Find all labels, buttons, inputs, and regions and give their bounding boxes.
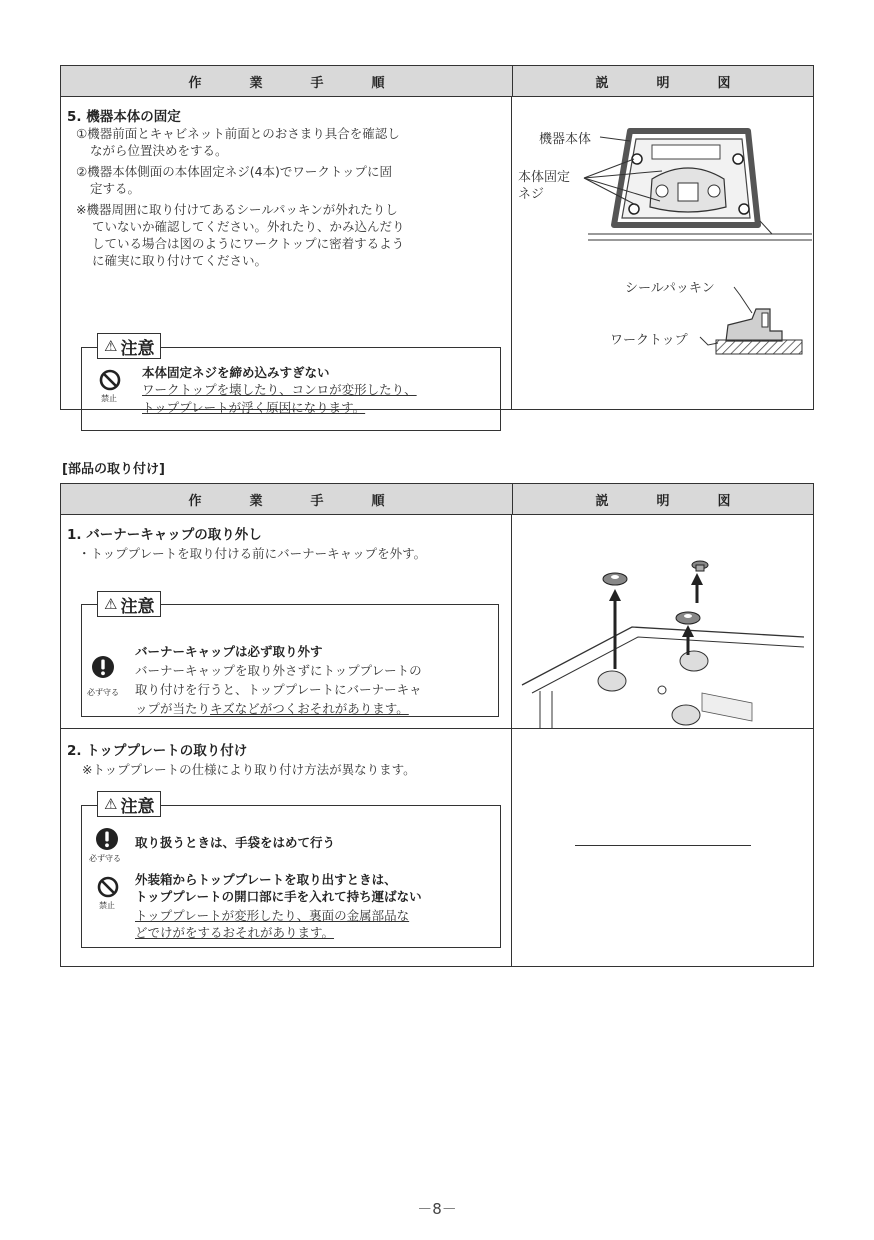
step1-text-cell [61, 515, 512, 728]
table-header [61, 66, 813, 97]
caution-line: ワークトップを壊したり、コンロが変形したり、 [142, 382, 417, 397]
header-illustration: 説 明 図 [595, 75, 731, 91]
section-title: [部品の取り付け] [62, 462, 165, 477]
step5-line: ながら位置決めをする。 [90, 143, 228, 158]
label-body: 機器本体 [539, 132, 592, 147]
caution-line: バーナーキャップを取り外さずにトッププレートの [135, 663, 422, 678]
step1-title: 1. バーナーキャップの取り外し [67, 527, 262, 543]
label-fixing-screw-2: ネジ [518, 187, 545, 202]
caution-heading: バーナーキャップは必ず取り外す [135, 644, 323, 659]
caution-line: トッププレートが浮く原因になります。 [142, 400, 366, 415]
header-illustration: 説 明 図 [595, 493, 731, 509]
prohibited-icon [97, 876, 119, 898]
step2-text-cell [61, 729, 512, 966]
label-fixing-screw-1: 本体固定 [518, 170, 571, 185]
prohibited-label: 禁止 [99, 901, 115, 910]
step5-row [61, 97, 813, 415]
step5-line: ていないか確認してください。外れたり、かみ込んだり [92, 219, 405, 234]
caution-tag: ⚠ 注意 [97, 791, 161, 817]
caution-line: ップが当たりキズなどがつくおそれがあります。 [135, 701, 409, 716]
caution-line: どでけがをするおそれがあります。 [135, 925, 335, 940]
step5-text-cell [61, 97, 512, 415]
step5-figure-cell [512, 97, 813, 409]
warning-icon: ⚠ [104, 795, 118, 813]
step5-line: ①機器前面とキャビネット前面とのおさまり具合を確認し [76, 126, 400, 141]
warning-icon: ⚠ [104, 595, 118, 613]
mandatory-icon [91, 655, 115, 679]
caution-heading: トッププレートの開口部に手を入れて持ち運ばない [135, 889, 422, 904]
caution-line: トッププレートが変形したり、裏面の金属部品な [135, 908, 410, 923]
step1-line: ・トッププレートを取り付ける前にバーナーキャップを外す。 [78, 546, 427, 561]
step2-figure-cell [512, 729, 813, 966]
caution-heading: 取り扱うときは、手袋をはめて行う [135, 835, 336, 850]
step5-line: に確実に取り付けてください。 [92, 253, 268, 268]
step1-row [61, 515, 813, 729]
caution-line: 取り付けを行うと、トッププレートにバーナーキャ [135, 682, 422, 697]
step5-line: している場合は図のようにワークトップに密着するよう [92, 236, 405, 251]
caution-heading: 外装箱からトッププレートを取り出すときは、 [135, 872, 397, 887]
procedure-table-2 [60, 483, 814, 967]
prohibited-icon [99, 369, 121, 391]
warning-icon: ⚠ [104, 337, 118, 355]
header-procedure: 作 業 手 順 [61, 66, 513, 96]
step5-line: ②機器本体側面の本体固定ネジ(4本)でワークトップに固 [76, 164, 393, 179]
caution-heading: 本体固定ネジを締め込みすぎない [142, 365, 330, 380]
table-header [61, 484, 813, 515]
step5-title: 5. 機器本体の固定 [67, 109, 181, 125]
mandatory-icon [95, 827, 119, 851]
step2-line: ※トッププレートの仕様により取り付け方法が異なります。 [82, 762, 416, 777]
mandatory-label: 必ず守る [89, 854, 121, 863]
burner-cap-removal-diagram [512, 515, 812, 728]
procedure-table-1 [60, 65, 814, 415]
caution-tag: ⚠ 注意 [97, 591, 161, 617]
step2-row [61, 729, 813, 966]
prohibited-label: 禁止 [101, 394, 117, 403]
step2-title: 2. トッププレートの取り付け [67, 743, 248, 759]
page-number: －8－ [417, 1200, 457, 1218]
label-seal-packing: シールパッキン [625, 281, 715, 296]
caution-tag: ⚠ 注意 [97, 333, 161, 359]
header-procedure: 作 業 手 順 [61, 484, 513, 514]
mandatory-label: 必ず守る [87, 688, 119, 697]
step5-line: 定する。 [90, 181, 141, 196]
step1-figure-cell [512, 515, 813, 728]
label-worktop: ワークトップ [610, 333, 688, 348]
step5-line: ※機器周囲に取り付けてあるシールパッキンが外れたりし [76, 202, 398, 217]
divider-line [575, 845, 751, 846]
